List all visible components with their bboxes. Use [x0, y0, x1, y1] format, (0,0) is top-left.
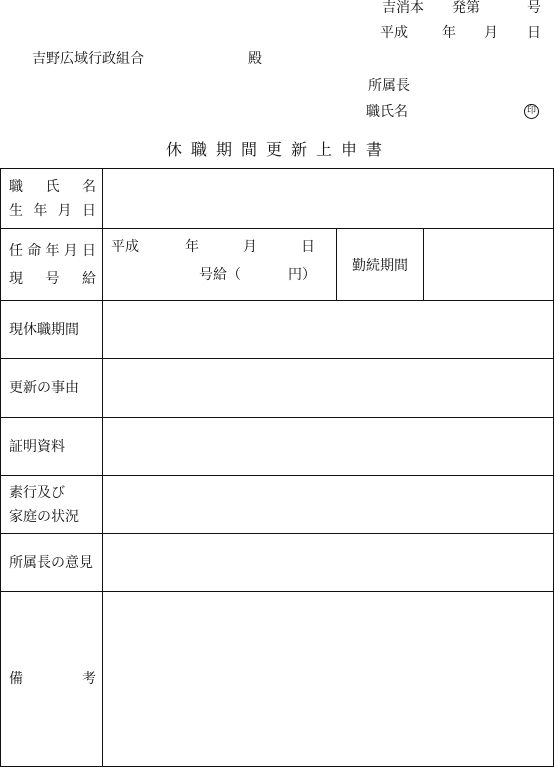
appointment-month: 月 [243, 239, 257, 255]
remarks-label [1, 592, 103, 767]
appointment-year: 年 [185, 239, 199, 255]
conduct-field[interactable] [103, 476, 554, 534]
conduct-label-line-1: 素行及び [9, 484, 65, 501]
doc-number-suffix: 号 [527, 0, 541, 16]
row-dept-opinion [1, 534, 554, 592]
name-birth-field[interactable] [103, 169, 554, 229]
service-period-field[interactable] [424, 229, 554, 301]
date-month: 月 [484, 25, 498, 41]
appointment-label [1, 229, 103, 301]
appointment-field[interactable] [103, 229, 337, 301]
date-era: 平成 [380, 25, 408, 41]
renewal-reason-field[interactable] [103, 359, 554, 418]
honorific: 殿 [248, 51, 262, 67]
service-period-label: 勤続期間 [337, 229, 424, 301]
name-label-line: 職 氏 名 [9, 178, 96, 195]
document-title: 休職期間更新上申書 [166, 140, 392, 159]
current-leave-label: 現休職期間 [1, 301, 103, 359]
row-name [1, 169, 554, 229]
current-leave-field[interactable] [103, 301, 554, 359]
remarks-field[interactable] [103, 592, 554, 767]
salary-yen: 円） [288, 267, 316, 283]
dept-opinion-label: 所属長の意見 [1, 534, 103, 592]
renewal-reason-label: 更新の事由 [1, 359, 103, 418]
row-appointment [1, 229, 554, 301]
conduct-label-line-2: 家庭の状況 [9, 508, 79, 525]
name-birth-label [1, 169, 103, 229]
dept-head-label: 所属長 [368, 78, 410, 94]
seal-mark: 印 [524, 104, 539, 119]
form-table [0, 168, 554, 767]
current-salary-label-line: 現 号 給 [9, 270, 96, 287]
salary-grade: 号給（ [199, 267, 241, 283]
evidence-label: 証明資料 [1, 418, 103, 476]
evidence-field[interactable] [103, 418, 554, 476]
addressee: 吉野広域行政組合 [32, 51, 144, 67]
appointment-date-label-line: 任 命 年 月 日 [9, 242, 96, 259]
doc-number-mid: 発第 [452, 0, 480, 16]
birth-label-line: 生 年 月 日 [9, 202, 96, 219]
doc-number-prefix: 吉消本 [382, 0, 424, 16]
dept-opinion-field[interactable] [103, 534, 554, 592]
name-label: 職氏名 [366, 104, 408, 120]
row-conduct [1, 476, 554, 534]
appointment-era: 平成 [111, 239, 139, 255]
remarks-label-line: 備 考 [9, 671, 96, 687]
row-renewal-reason [1, 359, 554, 418]
row-current-leave [1, 301, 554, 359]
date-year: 年 [442, 25, 456, 41]
row-remarks [1, 592, 554, 767]
date-day: 日 [527, 25, 541, 41]
conduct-label [1, 476, 103, 534]
row-evidence [1, 418, 554, 476]
appointment-day: 日 [301, 239, 315, 255]
